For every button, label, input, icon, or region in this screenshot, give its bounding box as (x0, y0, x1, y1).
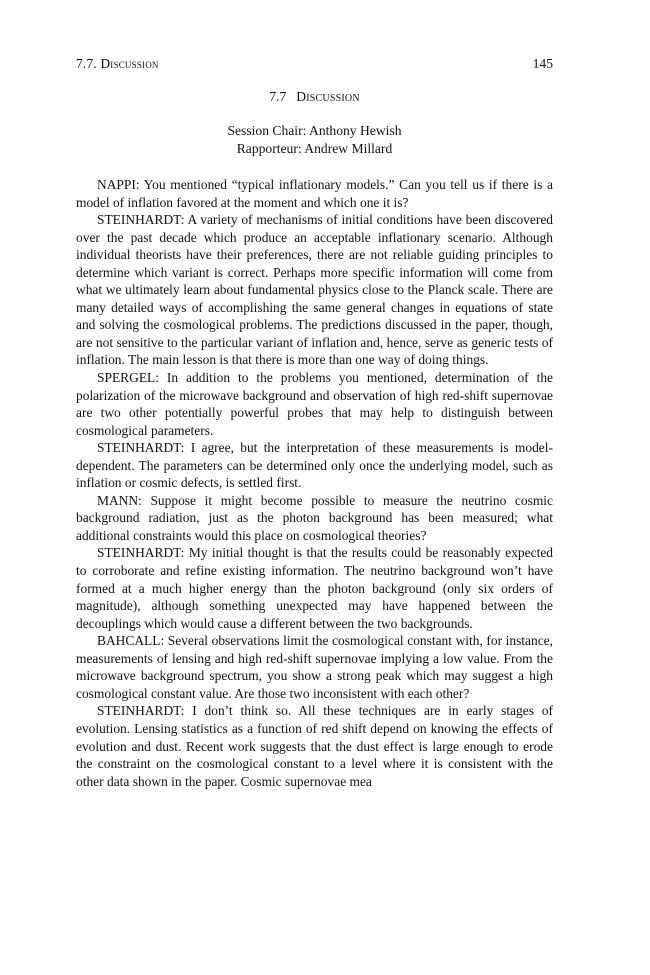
section-title: Discussion (296, 89, 360, 104)
page-number: 145 (532, 56, 553, 71)
rapporteur: Rapporteur: Andrew Millard (236, 141, 393, 156)
session-chair: Session Chair: Anthony Hewish (227, 123, 402, 138)
paragraph-spergel: SPERGEL: In addition to the problems you mentioned, determination of the polarization of the microwave background and observation of high red-shift supernovae are two other potentially powerful probes that may help to distinguish between cosmological parameters. (76, 370, 553, 438)
paragraph-mann: MANN: Suppose it might become possible to measure the neutrino cosmic background radiation, just as the photon background has been measured; what additional constraints would this place on cosmological theories? (76, 492, 553, 543)
discussion-body (76, 176, 553, 790)
paragraph-nappi: NAPPI: You mentioned “typical inflationary models.” Can you tell us if there is a model of inflation favored at the moment and which one it is? (76, 177, 553, 210)
running-head-section (76, 55, 159, 73)
paragraph-steinhardt-3: STEINHARDT: My initial thought is that the results could be reasonably expected to corroborate and refine existing information. The neutrino background won’t have formed at a much higher energy than the photon background (only six orders of magnitude), although something unexpected may have happened between the decouplings which would cause a different between the two backgrounds. (76, 545, 553, 631)
paragraph-steinhardt-1: STEINHARDT: A variety of mechanisms of initial conditions have been discovered over the past decade which produce an acceptable inflationary scenario. Although individual theorists have their preferences, there are not reliable guiding principles to determine which variant is correct. Perhaps more specific information will come from what we ultimately learn about fundamental physics close to the Planck scale. There are many detailed ways of accomplishing the same general changes in equations of state and solving the cosmological problems. The predictions discussed in the paper, though, are not sensitive to the particular variant of inflation and, hence, serve as generic tests of inflation. The main lesson is that there is more than one way of doing things. (76, 212, 553, 368)
paragraph-steinhardt-4: STEINHARDT: I don’t think so. All these techniques are in early stages of evolution. Lensing statistics as a function of red shift depend on knowing the effects of evolution and dust. Recent work suggests that the dust effect is large enough to erode the constraint on the cosmological constant to a level where it is consistent with the other data shown in the paper. Cosmic supernovae mea (76, 703, 553, 789)
section-number: 7.7 (269, 89, 287, 104)
paragraph-bahcall: BAHCALL: Several observations limit the cosmological constant with, for instance, measurements of lensing and high red-shift supernovae implying a low value. From the microwave background spectrum, you show a strong peak which may suggest a high cosmological constant value. Are those two inconsistent with each other? (76, 633, 553, 701)
session-credits (76, 122, 553, 158)
running-head-section-name: Discussion (100, 56, 159, 71)
section-heading (76, 88, 553, 106)
running-head (76, 55, 553, 73)
running-head-section-number: 7.7. (76, 56, 101, 71)
paragraph-steinhardt-2: STEINHARDT: I agree, but the interpretation of these measurements is model-dependent. The parameters can be determined only once the underlying model, such as inflation or cosmic defects, is settled first. (76, 440, 553, 491)
